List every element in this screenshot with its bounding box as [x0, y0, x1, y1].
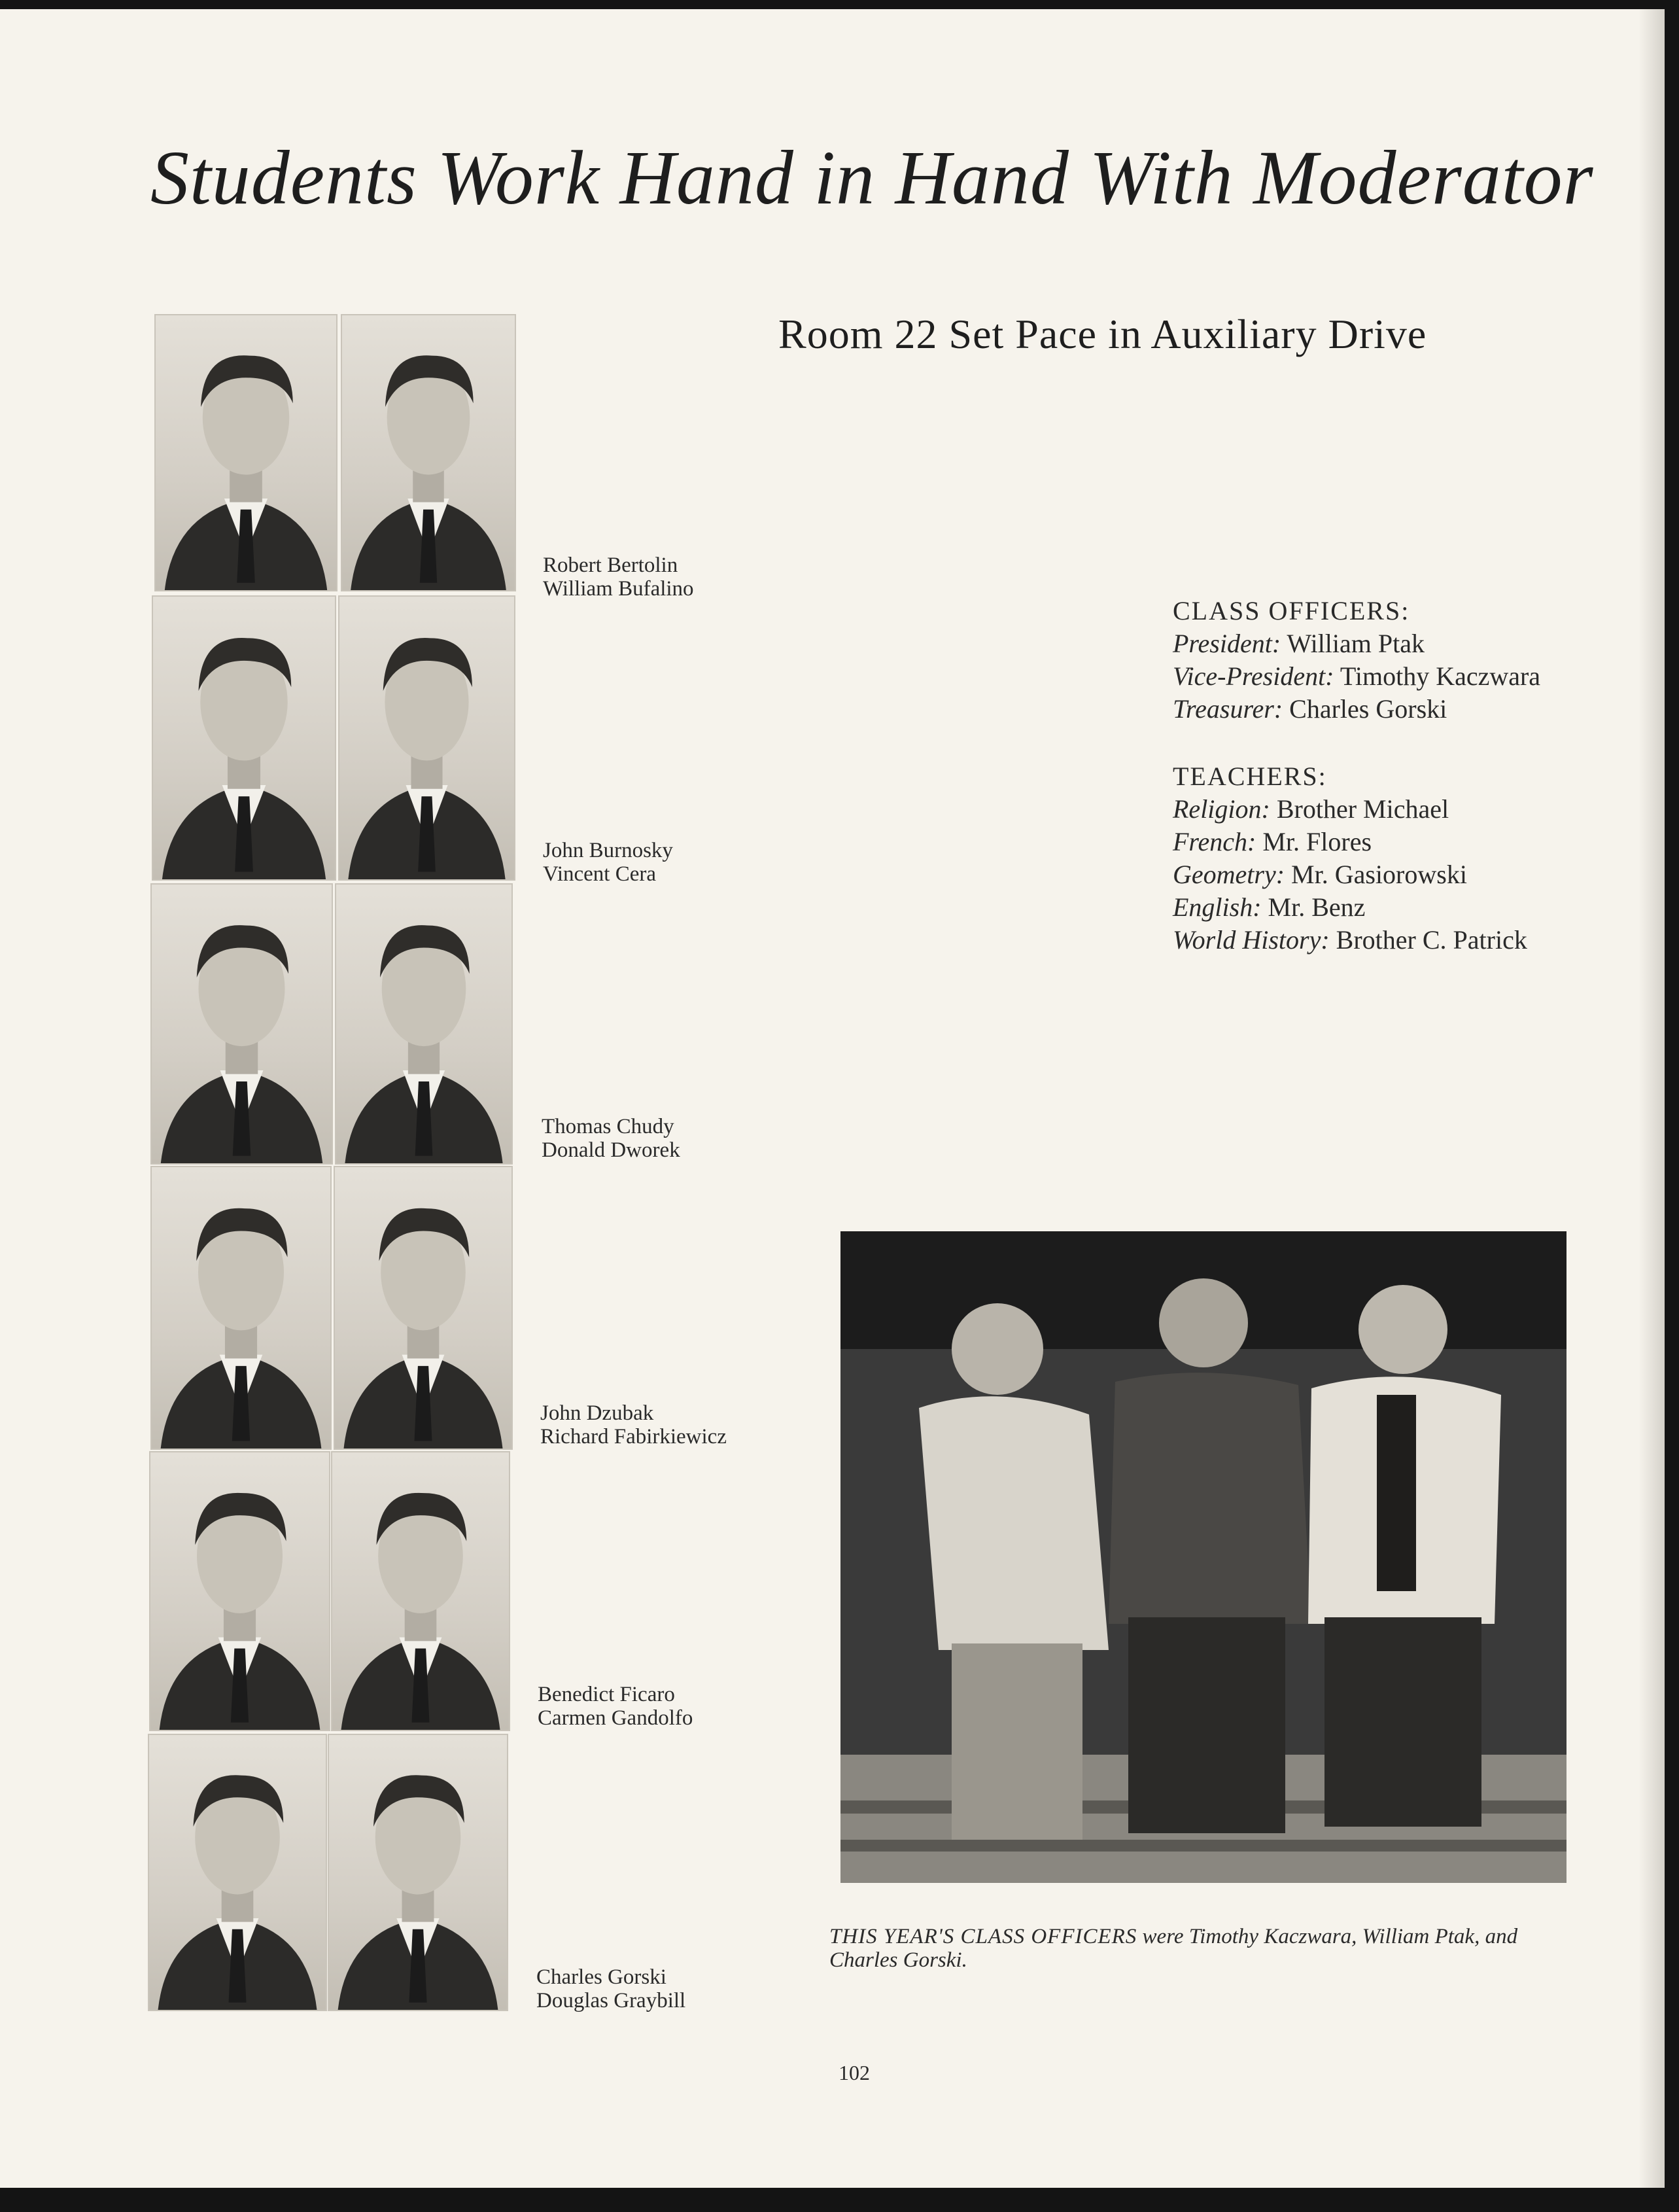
teacher-row [1173, 924, 1527, 957]
portrait-silhouette [152, 885, 332, 1163]
teachers-heading: TEACHERS: [1173, 762, 1327, 791]
officer-name: Charles Gorski [1289, 694, 1447, 724]
portrait-name: Vincent Cera [543, 862, 657, 886]
portrait-silhouette [153, 597, 335, 879]
photo-caption-lead: THIS YEAR'S CLASS OFFICERS [829, 1925, 1137, 1948]
page-title: Students Work Hand in Hand With Moderator [150, 135, 1594, 220]
portrait-name: Thomas Chudy [542, 1115, 674, 1138]
teachers-block [1173, 760, 1527, 957]
portrait-photo [152, 595, 336, 881]
teacher-name: Mr. Benz [1268, 892, 1366, 922]
page-number: 102 [839, 2061, 870, 2084]
teacher-name: Mr. Flores [1262, 827, 1372, 856]
photo-caption-text: were Timothy Kaczwara, William Ptak, and Charles Gorski. [829, 1925, 1518, 1972]
portrait-silhouette [149, 1735, 326, 2010]
portrait-name: Carmen Gandolfo [538, 1706, 693, 1730]
officer-role: Vice-President: [1173, 661, 1334, 691]
portrait-name: Richard Fabirkiewicz [540, 1425, 727, 1448]
page-edge-shadow [1638, 9, 1665, 2188]
portrait-silhouette [342, 315, 515, 590]
portrait-name: Douglas Graybill [536, 1989, 686, 2012]
teacher-subject: English: [1173, 892, 1262, 922]
officer-name: William Ptak [1287, 629, 1425, 658]
portrait-photo [148, 1734, 327, 2011]
portrait-photo [331, 1451, 510, 1731]
portrait-photo [338, 595, 515, 881]
portrait-photo [335, 883, 513, 1165]
officer-role: Treasurer: [1173, 694, 1283, 724]
page-subtitle: Room 22 Set Pace in Auxiliary Drive [778, 311, 1427, 357]
portrait-silhouette [152, 1167, 330, 1448]
portrait-name: Donald Dworek [542, 1138, 680, 1162]
teacher-row [1173, 793, 1527, 826]
portrait-silhouette [335, 1167, 511, 1448]
yearbook-page [0, 9, 1665, 2188]
portrait-photo [150, 883, 333, 1165]
officer-role: President: [1173, 629, 1281, 658]
teacher-name: Brother Michael [1276, 794, 1449, 824]
portrait-photo [328, 1734, 508, 2011]
teacher-subject: French: [1173, 827, 1256, 856]
teacher-subject: Geometry: [1173, 860, 1285, 889]
portrait-name: John Dzubak [540, 1401, 654, 1425]
teacher-row [1173, 858, 1527, 891]
officer-row [1173, 693, 1540, 726]
portrait-photo [154, 314, 338, 591]
portrait-photo [341, 314, 516, 591]
teacher-row [1173, 891, 1527, 924]
teacher-subject: World History: [1173, 925, 1330, 955]
officer-row [1173, 660, 1540, 693]
portrait-name: Robert Bertolin [543, 553, 678, 577]
photo-caption [829, 1925, 1568, 1972]
portrait-name: Benedict Ficaro [538, 1683, 675, 1706]
teacher-name: Mr. Gasiorowski [1291, 860, 1467, 889]
portrait-silhouette [332, 1452, 509, 1730]
portrait-name: William Bufalino [543, 577, 694, 601]
portrait-silhouette [339, 597, 514, 879]
teacher-name: Brother C. Patrick [1336, 925, 1527, 955]
portrait-name: Charles Gorski [536, 1965, 666, 1989]
class-officers-photo [840, 1231, 1566, 1883]
portrait-silhouette [150, 1452, 329, 1730]
portrait-name: John Burnosky [543, 839, 673, 862]
class-officers-heading: CLASS OFFICERS: [1173, 596, 1410, 625]
portrait-photo [334, 1166, 513, 1450]
teacher-subject: Religion: [1173, 794, 1270, 824]
teacher-row [1173, 826, 1527, 858]
group-photo-illustration [840, 1231, 1566, 1883]
portrait-silhouette [156, 315, 336, 590]
class-officers-block [1173, 595, 1540, 726]
officer-name: Timothy Kaczwara [1340, 661, 1541, 691]
officer-row [1173, 627, 1540, 660]
portrait-silhouette [336, 885, 511, 1163]
portrait-photo [150, 1166, 332, 1450]
portrait-photo [149, 1451, 330, 1731]
portrait-silhouette [329, 1735, 507, 2010]
